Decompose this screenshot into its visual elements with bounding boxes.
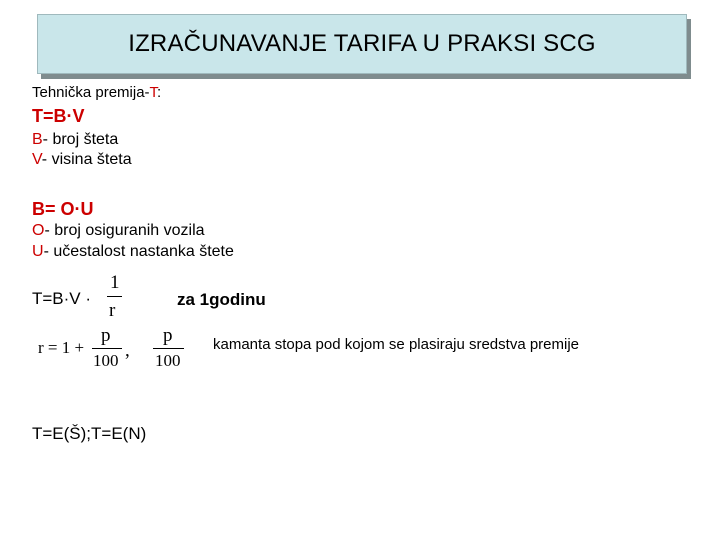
- r-description: kamanta stopa pod kojom se plasiraju sredstva premije: [213, 336, 580, 353]
- formula-r-fraction-bar: [92, 348, 122, 349]
- formula-r-numerator: p: [101, 325, 111, 346]
- def-v: [32, 151, 132, 169]
- def-u: [32, 243, 234, 261]
- def-o-text: - broj osiguranih vozila: [44, 222, 205, 239]
- formula-p100-denominator: 100: [155, 351, 181, 370]
- def-b: [32, 131, 118, 149]
- formula-b: B= O·U: [32, 199, 94, 219]
- formula-r-comma: ,: [125, 340, 130, 361]
- formula-discount-lhs: T=B·V ·: [32, 289, 92, 308]
- premium-label-text: Tehnička premija-: [32, 84, 150, 101]
- discount-numerator: 1: [110, 272, 120, 293]
- premium-label-suffix: :: [157, 84, 162, 101]
- formula-r-lhs: r = 1 +: [38, 338, 85, 357]
- def-o: [32, 222, 205, 240]
- def-u-text: - učestalost nastanka štete: [43, 243, 234, 260]
- period-text: za 1godinu: [177, 290, 266, 309]
- def-o-var: O: [32, 222, 45, 239]
- formula-p100-numerator: p: [163, 325, 173, 346]
- def-b-text: - broj šteta: [42, 131, 119, 148]
- expectation-formula: T=E(Š);T=E(N): [32, 424, 147, 443]
- formula-main: T=B·V: [32, 106, 85, 126]
- def-v-var: V: [32, 151, 42, 168]
- discount-fraction-bar: [107, 296, 122, 297]
- def-u-var: U: [32, 243, 44, 260]
- premium-label: [32, 84, 161, 101]
- premium-label-var: T: [149, 84, 158, 101]
- title-box: [37, 14, 687, 74]
- formula-p100-fraction-bar: [153, 348, 184, 349]
- def-v-text: - visina šteta: [41, 151, 132, 168]
- slide-title: IZRAČUNAVANJE TARIFA U PRAKSI SCG: [128, 30, 596, 57]
- discount-denominator: r: [109, 300, 116, 321]
- def-b-var: B: [32, 131, 43, 148]
- formula-r-denominator: 100: [93, 351, 119, 370]
